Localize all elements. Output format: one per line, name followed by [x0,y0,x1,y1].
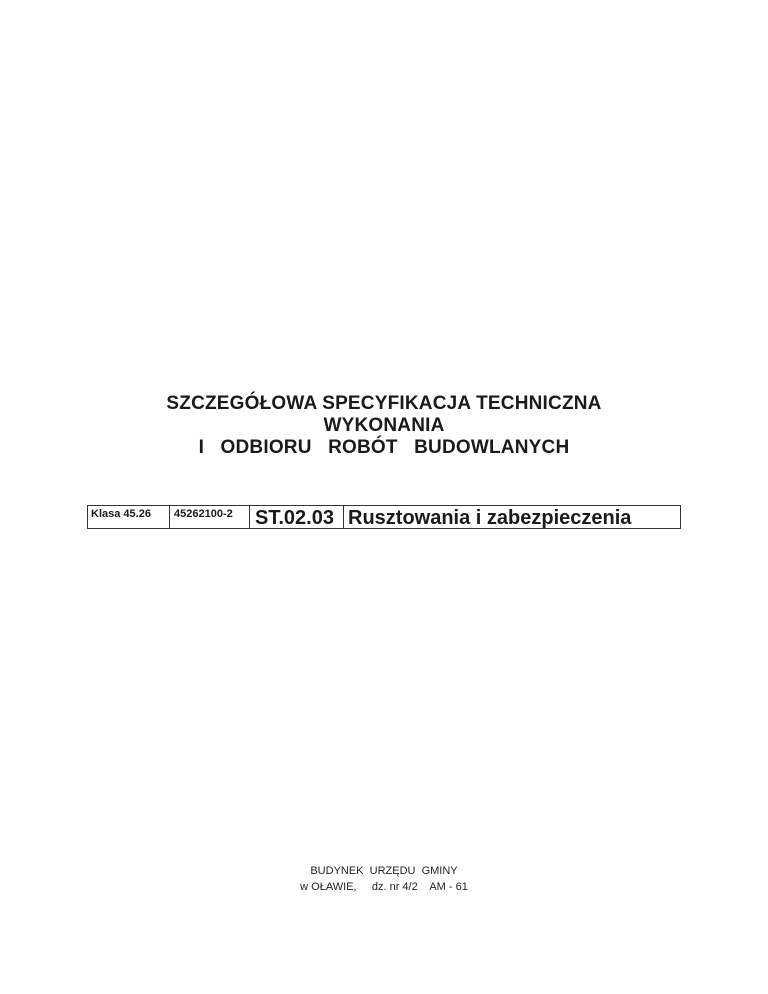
title-line-2: WYKONANIA [323,415,445,436]
document-footer [0,863,768,895]
footer-line-location: w OŁAWIE, dz. nr 4/2 AM - 61 [300,881,468,893]
cpv-code-cell: 45262100-2 [170,506,250,528]
spec-name-cell: Rusztowania i zabezpieczenia [348,507,632,528]
spec-code-cell: ST.02.03 [250,506,344,528]
footer-line-building: BUDYNEK URZĘDU GMINY [310,865,458,877]
class-label-cell: Klasa 45.26 [88,506,170,528]
document-title [0,393,768,459]
title-line-1: SZCZEGÓŁOWA SPECYFIKACJA TECHNICZNA [166,393,602,414]
specification-table [87,505,681,529]
title-line-3: I ODBIORU ROBÓT BUDOWLANYCH [198,437,570,458]
